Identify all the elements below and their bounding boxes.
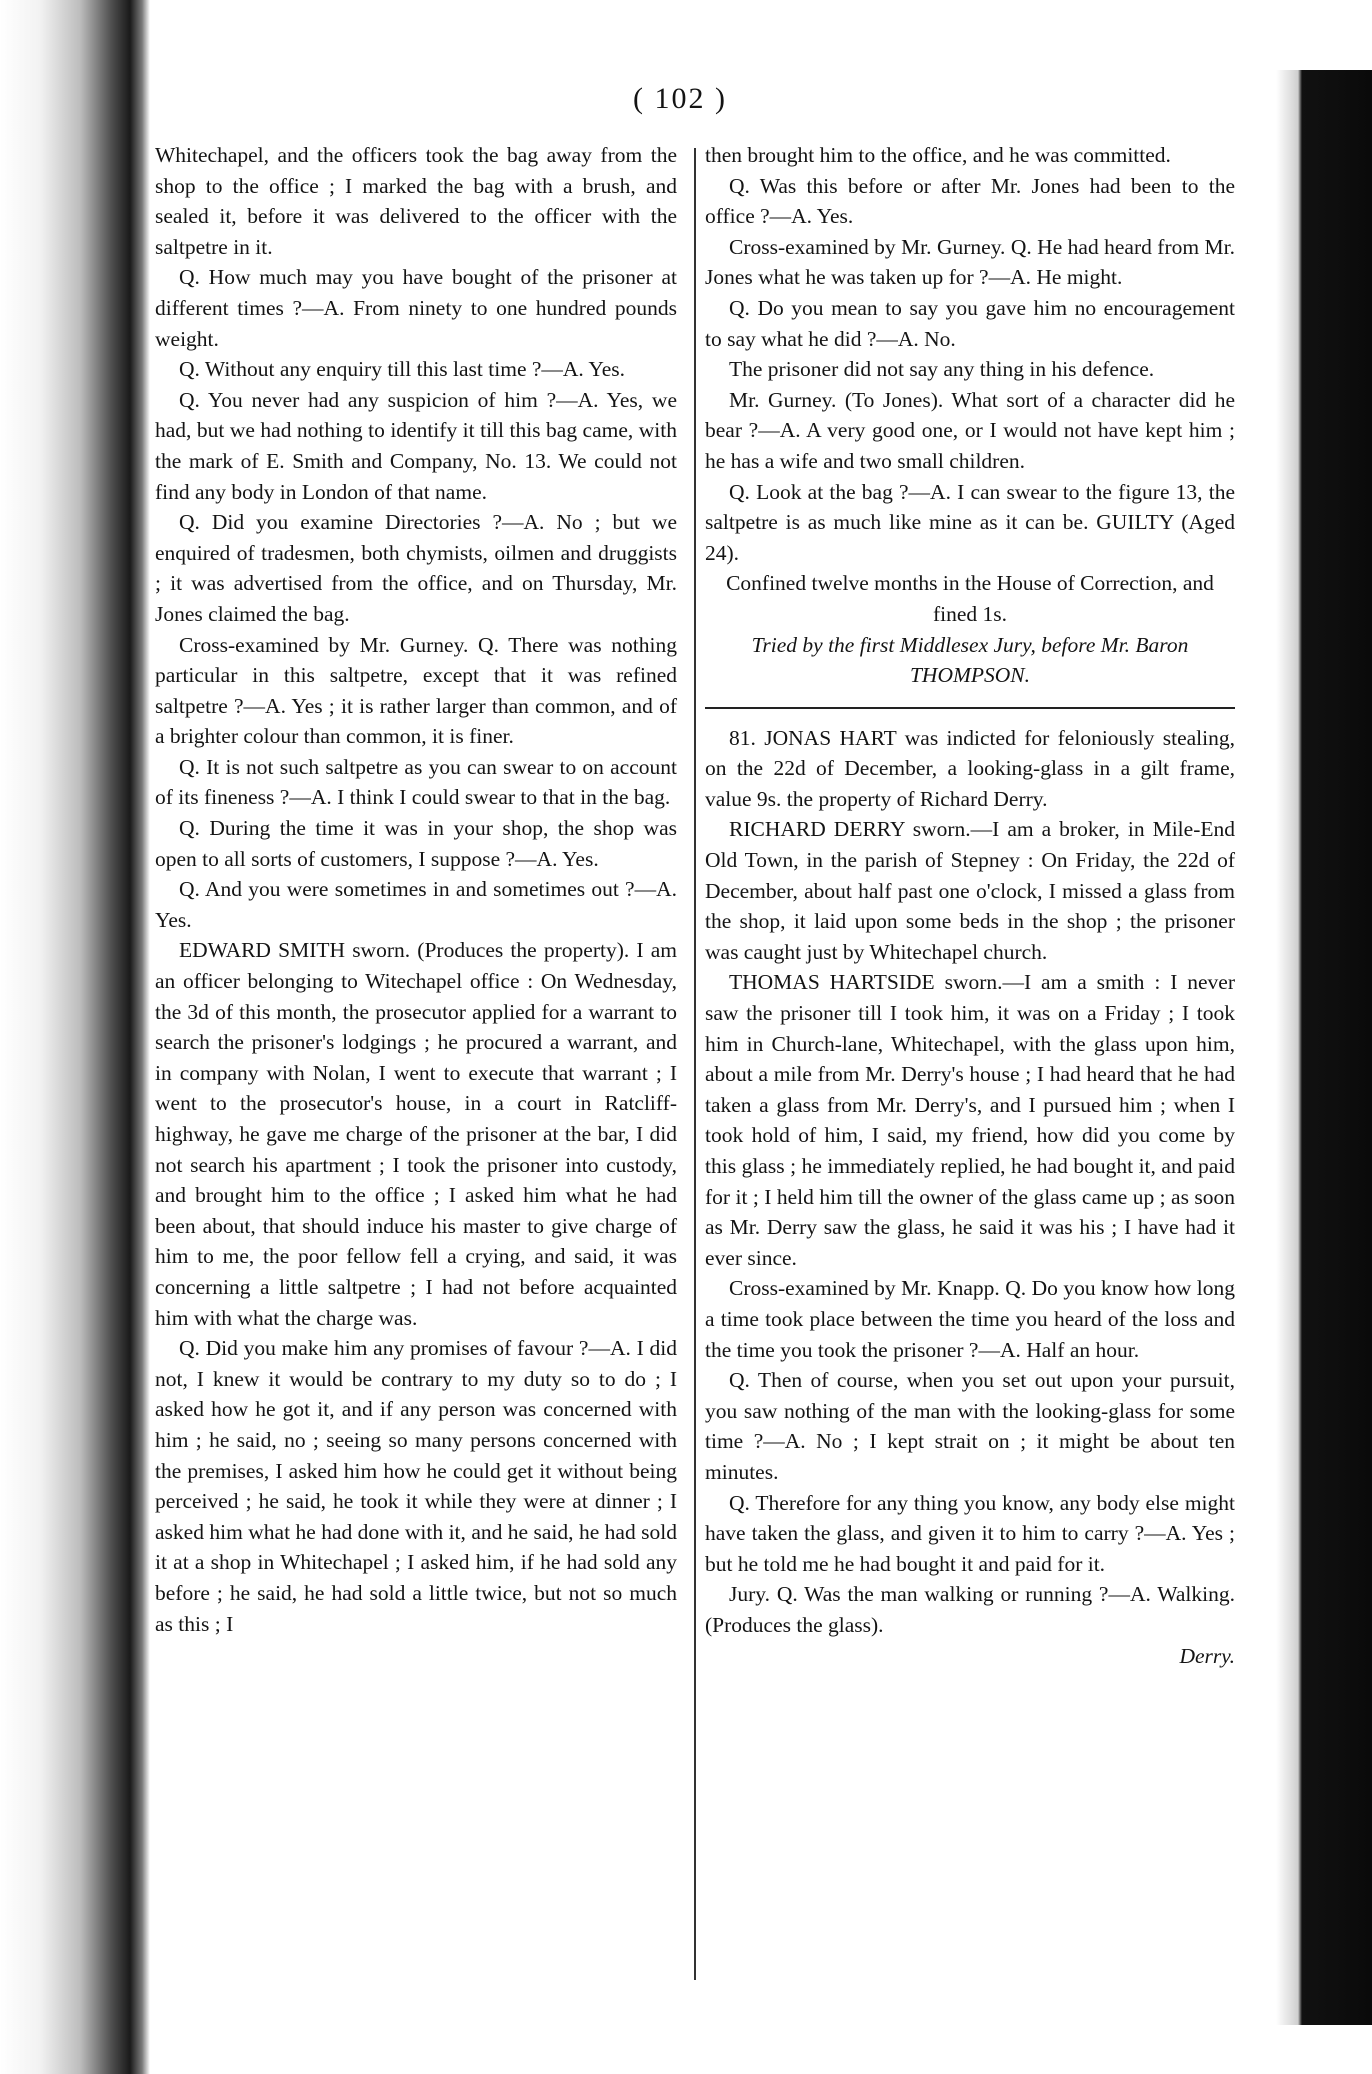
paragraph: EDWARD SMITH sworn. (Produces the property). I am an officer belonging to Witechapel office : On Wednesday, the 3d of this month, the prosecutor applied for a warrant to search the prisoner's lodgings ; he procured a warrant, and in company with Nolan, I went to execute that warrant ; I went to the prosecutor's house, in a court in Ratcliff-highway, he gave me charge of the prisoner at the bar, I did not search his apartment ; I took the prisoner into custody, and brought him to the office ; I asked him what he had been about, that should induce his master to give charge of him to me, the poor fellow fell a crying, and said, it was concerning a little saltpetre ; I had not before acquainted him with what the charge was. — [155, 938, 677, 1330]
paragraph: Cross-examined by Mr. Gurney. Q. There was nothing particular in this saltpetre, except that it was refined saltpetre ?—A. Yes ; it is rather larger than common, and of a brighter colour than common, it is finer. — [155, 632, 677, 749]
paragraph: Q. Was this before or after Mr. Jones had been to the office ?—A. Yes. — [705, 173, 1235, 229]
paragraph: Q. Then of course, when you set out upon your pursuit, you saw nothing of the man with the looking-glass for some time ?—A. No ; I kept strait on ; it might be about ten minutes. — [705, 1368, 1235, 1484]
right-column — [705, 140, 1235, 1671]
paragraph: Q. Did you examine Directories ?—A. No ; but we enquired of tradesmen, both chymists, oilmen and druggists ; it was advertised from the office, and on Thursday, Mr. Jones claimed the bag. — [155, 510, 677, 626]
paragraph: Mr. Gurney. (To Jones). What sort of a character did he bear ?—A. A very good one, or I would not have kept him ; he has a wife and two small children. — [705, 387, 1235, 473]
paragraph: Q. During the time it was in your shop, the shop was open to all sorts of customers, I suppose ?—A. Yes. — [155, 816, 677, 871]
page-number: ( 102 ) — [633, 82, 727, 115]
paragraph: then brought him to the office, and he was committed. — [705, 143, 1171, 167]
page-edge-shadow — [1276, 70, 1372, 2025]
paragraph: Q. Without any enquiry till this last time ?—A. Yes. — [179, 357, 626, 382]
case-heading-paragraph: 81. JONAS HART was indicted for feloniously stealing, on the 22d of December, a looking-glass in a gilt frame, value 9s. the property of Richard Derry. — [705, 725, 1235, 811]
verdict-paragraph: Q. Look at the bag ?—A. I can swear to the figure 13, the saltpetre is as much like mine as it can be. GUILTY (Aged 24). — [705, 479, 1235, 565]
paragraph: Q. Therefore for any thing you know, any body else might have taken the glass, and given it to him to carry ?—A. Yes ; but he told me he had bought it and paid for it. — [705, 1490, 1235, 1576]
paragraph: RICHARD DERRY sworn.—I am a broker, in Mile-End Old Town, in the parish of Stepney : On Friday, the 22d of December, about half past one o'clock, I missed a glass from the shop, it laid upon some beds in the shop ; the prisoner was caught just by Whitechapel church. — [705, 817, 1235, 964]
paragraph: THOMAS HARTSIDE sworn.—I am a smith : I never saw the prisoner till I took him, it was on a Friday ; I took him in Church-lane, Whitechapel, with the glass upon him, about a mile from Mr. Derry's house ; I had heard that he had taken a glass from Mr. Derry's, and I pursued him ; when I took hold of him, I said, my friend, how did you come by this glass ; he immediately replied, he had bought it, and paid for it ; I held him till the owner of the glass came up ; as soon as Mr. Derry saw the glass, he said it was his ; I have had it ever since. — [705, 970, 1235, 1270]
sentence-line: Confined twelve months in the House of Correction, and fined 1s. — [726, 571, 1214, 626]
tried-by-line: Tried by the first Middlesex Jury, before Mr. Baron THOMPSON. — [751, 632, 1189, 688]
paragraph: Whitechapel, and the officers took the bag away from the shop to the office ; I marked the bag with a brush, and sealed it, before it was delivered to the officer with the saltpetre in it. — [155, 143, 677, 259]
paragraph: Jury. Q. Was the man walking or running ?—A. Walking. (Produces the glass). — [705, 1582, 1235, 1637]
paragraph: Cross-examined by Mr. Knapp. Q. Do you know how long a time took place between the time you heard of the loss and the time you took the prisoner ?—A. Half an hour. — [705, 1276, 1235, 1362]
paragraph: Q. How much may you have bought of the prisoner at different times ?—A. From ninety to one hundred pounds weight. — [155, 265, 677, 351]
catchword: Derry. — [1179, 1643, 1235, 1668]
paragraph: The prisoner did not say any thing in his defence. — [729, 357, 1155, 382]
book-binding-shadow — [0, 0, 150, 2074]
paragraph: Q. You never had any suspicion of him ?—A. Yes, we had, but we had nothing to identify it till this bag came, with the mark of E. Smith and Company, No. 13. We could not find any body in London of that name. — [155, 387, 677, 504]
case-separator-rule — [705, 707, 1235, 709]
paragraph: Q. It is not such saltpetre as you can swear to on account of its fineness ?—A. I think I could swear to that in the bag. — [155, 754, 677, 810]
paragraph: Cross-examined by Mr. Gurney. Q. He had heard from Mr. Jones what he was taken up for ?—A. He might. — [705, 234, 1235, 290]
left-column — [155, 140, 677, 1639]
paragraph: Q. Do you mean to say you gave him no encouragement to say what he did ?—A. No. — [705, 295, 1235, 351]
paragraph: Q. And you were sometimes in and sometimes out ?—A. Yes. — [155, 877, 677, 932]
paragraph: Q. Did you make him any promises of favour ?—A. I did not, I knew it would be contrary to my duty so to do ; I asked how he got it, and if any person was concerned with him ; he said, no ; seeing so many persons concerned with the premises, I asked him how he could get it without being perceived ; he said, he took it while they were at dinner ; I asked him what he had done with it, and he said, he had sold it at a shop in Whitechapel ; I asked him, if he had sold any before ; he said, he had sold a little twice, but not so much as this ; I — [155, 1336, 677, 1636]
column-divider — [694, 148, 696, 1980]
